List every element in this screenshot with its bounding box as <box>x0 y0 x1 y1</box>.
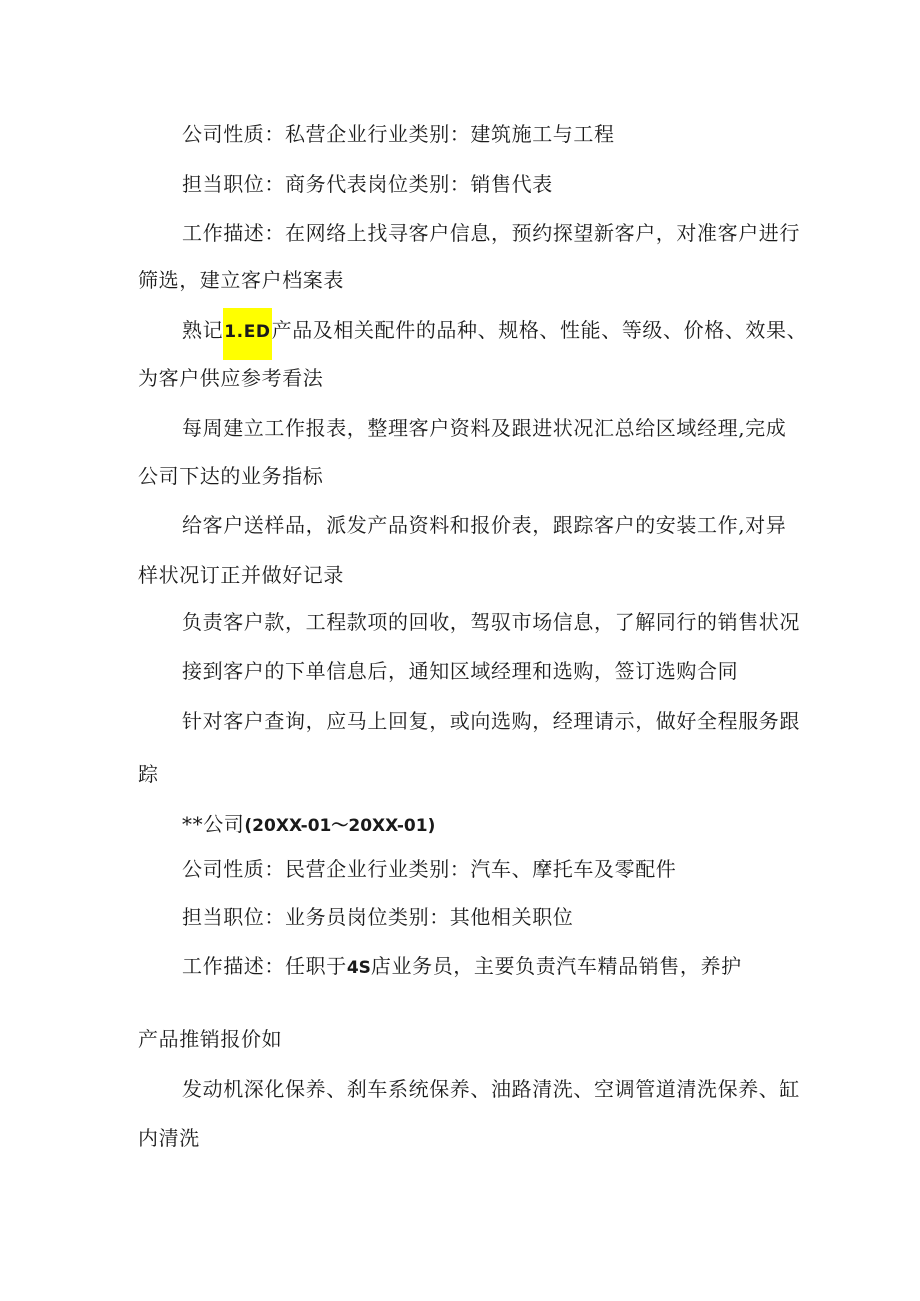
led-products-suffix: 产品及相关配件的品种、规格、性能、等级、价格、效果、 <box>271 318 808 342</box>
company-name: **公司 <box>182 812 245 836</box>
collections-line: 负责客户款，工程款项的回收，驾驭市场信息，了解同行的销售状况 <box>182 610 800 634</box>
weekly-report-line2: 公司下达的业务指标 <box>138 464 324 488</box>
job-description-2 <box>182 952 742 982</box>
maintenance-list-line2: 内清洗 <box>138 1126 200 1150</box>
samples-line2: 样状况订正并做好记录 <box>138 563 344 587</box>
job-description-2-suffix: 店业务员，主要负责汽车精品销售，养护 <box>370 954 742 978</box>
inquiries-line2: 踪 <box>138 762 159 786</box>
product-quote-line: 产品推销报价如 <box>138 1027 283 1051</box>
job-description-2-prefix: 工作描述：任职于 <box>182 954 347 978</box>
samples-line1: 给客户送样品，派发产品资料和报价表，跟踪客户的安装工作,对异 <box>182 513 787 537</box>
company-nature-2: 公司性质：民营企业行业类别：汽车、摩托车及零配件 <box>182 857 677 881</box>
highlighted-text: 1.ED <box>223 308 271 360</box>
led-products-prefix: 熟记 <box>182 318 224 342</box>
led-products-line2: 为客户供应参考看法 <box>138 366 324 390</box>
company-dates: (20XX-01〜20XX-01) <box>244 816 436 836</box>
company-heading <box>182 810 435 840</box>
inquiries-line1: 针对客户查询，应马上回复，或向选购，经理请示，做好全程服务跟 <box>182 709 800 733</box>
led-products-line1 <box>182 316 807 346</box>
job-description-2-4s: 4S <box>346 958 371 978</box>
maintenance-list-line1: 发动机深化保养、刹车系统保养、油路清洗、空调管道清洗保养、缸 <box>182 1077 800 1101</box>
weekly-report-line1: 每周建立工作报表，整理客户资料及跟进状况汇总给区域经理,完成 <box>182 416 787 440</box>
position-2: 担当职位：业务员岗位类别：其他相关职位 <box>182 905 574 929</box>
position-1: 担当职位：商务代表岗位类别：销售代表 <box>182 172 553 196</box>
job-description-1-line2: 筛选，建立客户档案表 <box>138 268 344 292</box>
company-nature-1: 公司性质：私营企业行业类别：建筑施工与工程 <box>182 122 615 146</box>
orders-line: 接到客户的下单信息后，通知区域经理和选购，签订选购合同 <box>182 659 739 683</box>
job-description-1-line1: 工作描述：在网络上找寻客户信息，预约探望新客户，对准客户进行 <box>182 221 800 245</box>
